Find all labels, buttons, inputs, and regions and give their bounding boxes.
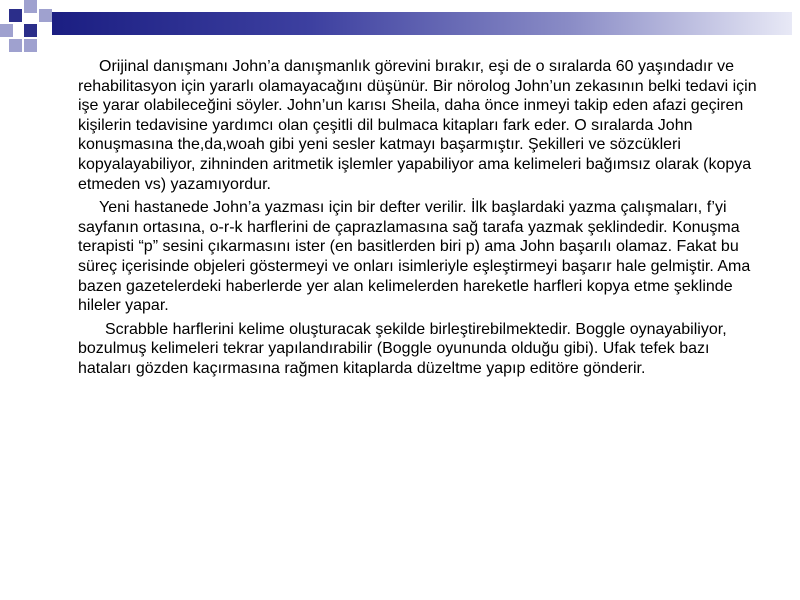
paragraph-3: Scrabble harflerini kelime oluşturacak şekilde birleştirebilmektedir. Boggle oynayabiliyor, bozulmuş kelimeleri tekrar yapılandırabilir (Boggle oyununda olduğu gibi). Ufak tefek bazı hataları gözden kaçırmasına rağmen kitaplarda düzeltme yapıp editöre gönderir. xyxy=(78,320,727,377)
paragraph-1: Orijinal danışmanı John’a danışmanlık görevini bırakır, eşi de o sıralarda 60 yaşındadır ve rehabilitasyon için yararlı olamayacağını düşünür. Bir nörolog John’un zekasının belki tedavi için işe yarar olabileceğini söyler. John’un karısı Sheila, daha önce inmeyi takip eden afazi geçiren kişilerin tedavisine yardımcı olan çeşitli dil bulmaca kitapları fark eder. O sıralarda John konuşmasına the,da,woah gibi yeni sesler katmayı başarmıştır. Şekilleri ve sözcükleri kopyalayabiliyor, zihninden aritmetik işlemler yapabiliyor ama kelimeleri bağımsız olarak (kopya etmeden vs) yazamıyordur. xyxy=(78,58,757,193)
decor-square xyxy=(0,24,13,37)
decor-square xyxy=(9,9,22,22)
slide-body xyxy=(78,57,758,383)
title-bar xyxy=(52,12,792,35)
decor-square xyxy=(24,0,37,13)
decor-square xyxy=(39,9,52,22)
paragraph-2: Yeni hastanede John’a yazması için bir defter verilir. İlk başlardaki yazma çalışmaları, f’yi sayfanın ortasına, o-r-k harflerini de çaprazlamasına sağ tarafa yazmak şeklindedir. Konuşma terapisti “p” sesini çıkarmasını ister (en basitlerden biri p) ama John başarılı olamaz. Fakat bu süreç içerisinde objeleri göstermeyi ve onları isimleriyle eşleştirmeyi başarır hale gelmiştir. Ama bazen gazetelerdeki haberlerde yer alan kelimelerden hareketle harfleri kopya etme şeklinde hileler yapar. xyxy=(78,199,751,315)
decor-square xyxy=(24,24,37,37)
decor-square xyxy=(9,39,22,52)
decor-square xyxy=(24,39,37,52)
